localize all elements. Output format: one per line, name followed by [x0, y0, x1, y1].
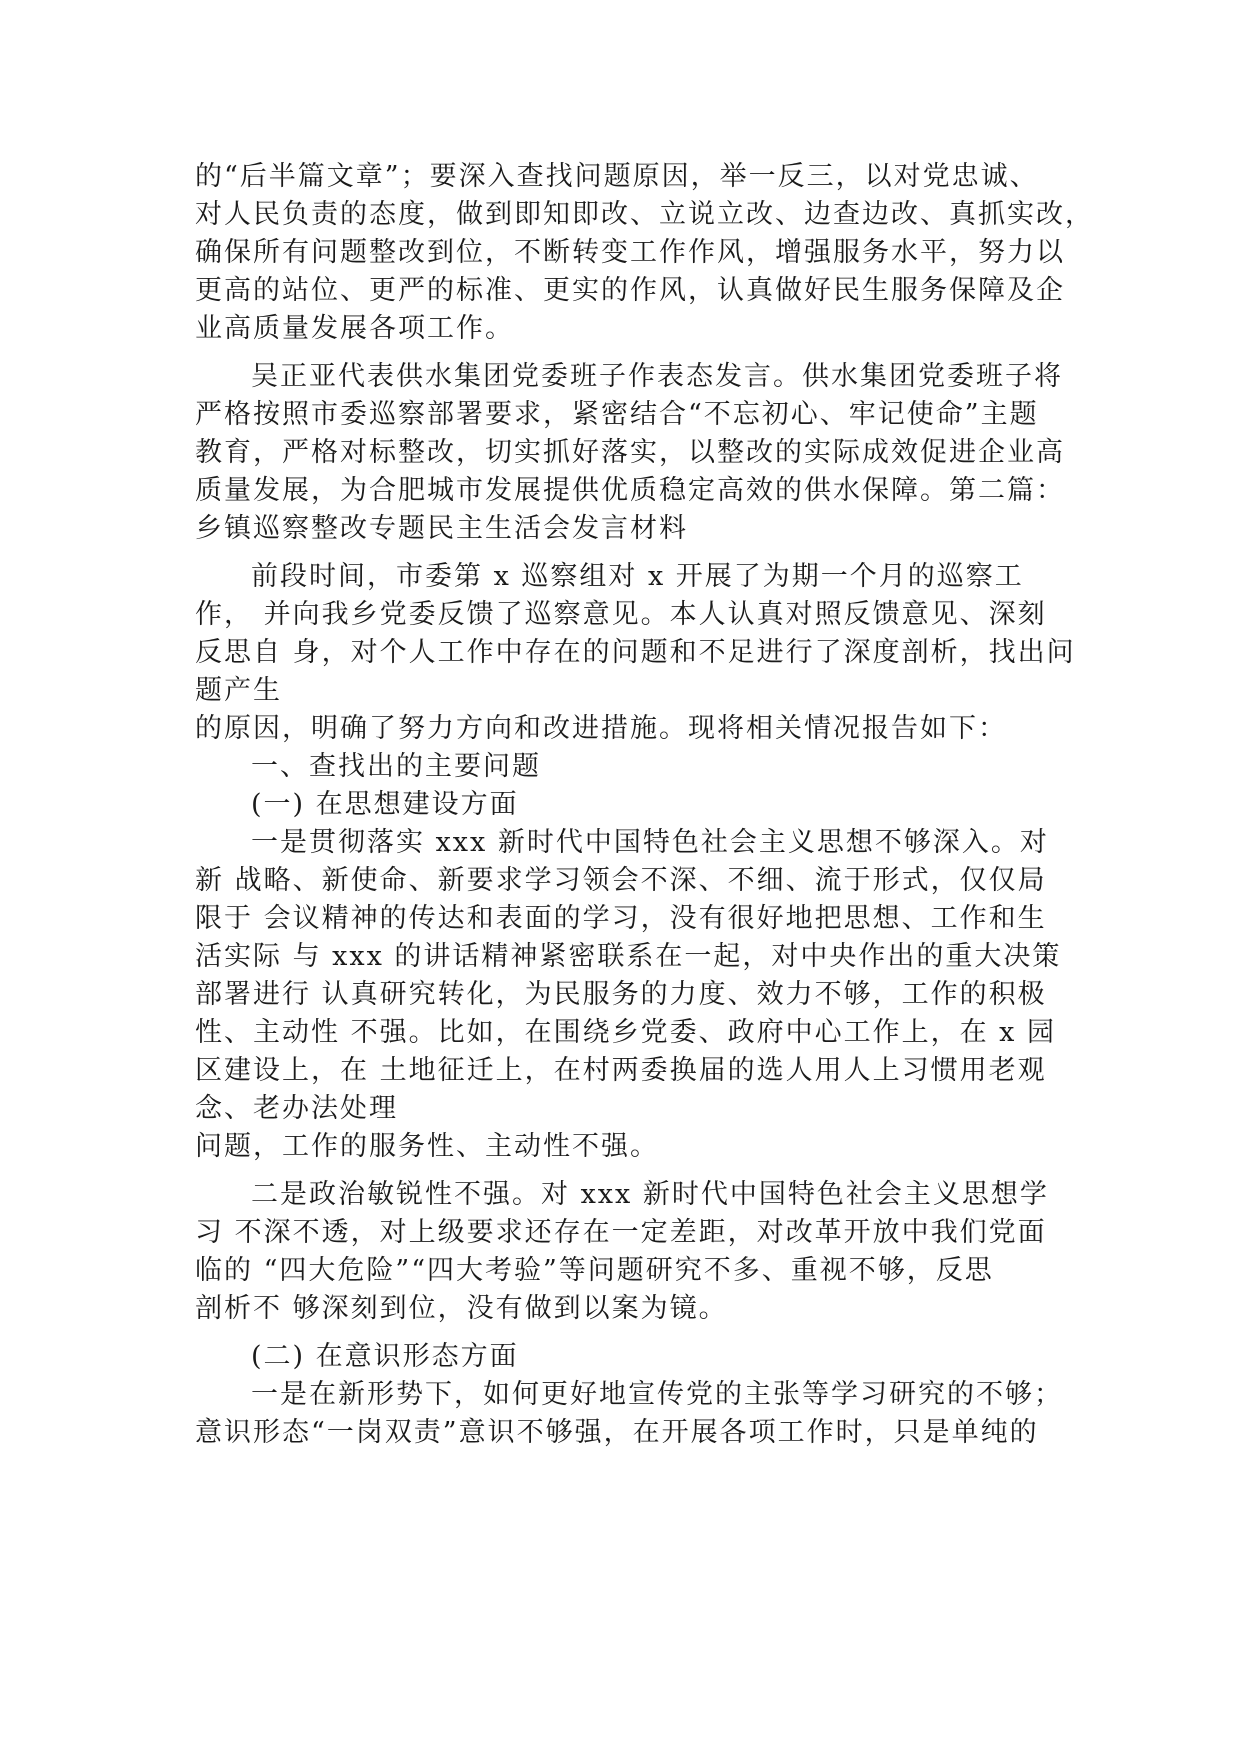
- text-line: 对人民负责的态度，做到即知即改、立说立改、边查边改、真抓实改，: [195, 199, 1094, 230]
- paragraph-statement: [195, 358, 1065, 548]
- text-line: 限于 会议精神的传达和表面的学习，没有很好地把思想、工作和生: [195, 903, 1047, 934]
- text-line: 质量发展，为合肥城市发展提供优质稳定高效的供水保障。第二篇：: [195, 475, 1065, 506]
- paragraph-ideological-form-one: [195, 1376, 1063, 1452]
- text-line: (一) 在思想建设方面: [251, 789, 519, 820]
- text-line: 新 战略、新使命、新要求学习领会不深、不细、流于形式，仅仅局: [195, 865, 1047, 896]
- paragraph-ideology-two: [195, 1176, 1055, 1328]
- text-line: 一、查找出的主要问题: [251, 751, 541, 782]
- text-line: 区建设上，在 土地征迁上，在村两委换届的选人用人上习惯用老观: [195, 1055, 1047, 1086]
- text-line: 作， 并向我乡党委反馈了巡察意见。本人认真对照反馈意见、深刻: [195, 599, 1047, 630]
- text-line: 的“后半篇文章”；要深入查找问题原因，举一反三，以对党忠诚、: [195, 161, 1039, 192]
- paragraph-continuation: [195, 158, 1094, 348]
- paragraph-gap: [195, 1166, 1055, 1176]
- paragraph-gap: [195, 348, 1055, 358]
- paragraph-gap: [195, 548, 1055, 558]
- text-line: 题产生: [195, 675, 282, 706]
- text-line: (二) 在意识形态方面: [251, 1341, 519, 1372]
- text-line: 前段时间，市委第 x 巡察组对 x 开展了为期一个月的巡察工: [251, 561, 1024, 592]
- document-body: [195, 158, 1094, 1452]
- text-line: 剖析不 够深刻到位，没有做到以案为镜。: [195, 1293, 728, 1324]
- text-line: 性、主动性 不强。比如，在围绕乡党委、政府中心工作上，在 x 园: [195, 1017, 1056, 1048]
- heading-main-problems: [195, 748, 1055, 786]
- text-line: 乡镇巡察整改专题民主生活会发言材料: [195, 513, 688, 544]
- text-line: 反思自 身，对个人工作中存在的问题和不足进行了深度剖析，找出问: [195, 637, 1076, 668]
- text-line: 确保所有问题整改到位，不断转变工作作风，增强服务水平，努力以: [195, 237, 1065, 268]
- text-line: 教育，严格对标整改，切实抓好落实，以整改的实际成效促进企业高: [195, 437, 1065, 468]
- text-line: 的原因，明确了努力方向和改进措施。现将相关情况报告如下：: [195, 713, 1007, 744]
- paragraph-intro: [195, 558, 1076, 748]
- paragraph-gap: [195, 1328, 1055, 1338]
- text-line: 意识形态“一岗双责”意识不够强，在开展各项工作时，只是单纯的: [195, 1417, 1039, 1448]
- text-line: 临的 “四大危险”“四大考验”等问题研究不多、重视不够，反思: [195, 1255, 994, 1286]
- paragraph-ideology-one: [195, 824, 1062, 1166]
- text-line: 习 不深不透，对上级要求还存在一定差距，对改革开放中我们党面: [195, 1217, 1047, 1248]
- heading-ideology-building: [195, 786, 1055, 824]
- text-line: 业高质量发展各项工作。: [195, 313, 514, 344]
- text-line: 严格按照市委巡察部署要求，紧密结合“不忘初心、牢记使命”主题: [195, 399, 1039, 430]
- text-line: 一是贯彻落实 xxx 新时代中国特色社会主义思想不够深入。对: [251, 827, 1049, 858]
- text-line: 吴正亚代表供水集团党委班子作表态发言。供水集团党委班子将: [251, 361, 1063, 392]
- text-line: 活实际 与 xxx 的讲话精神紧密联系在一起，对中央作出的重大决策: [195, 941, 1062, 972]
- text-line: 一是在新形势下，如何更好地宣传党的主张等学习研究的不够；: [251, 1379, 1063, 1410]
- text-line: 念、老办法处理: [195, 1093, 398, 1124]
- text-line: 问题，工作的服务性、主动性不强。: [195, 1131, 659, 1162]
- heading-ideological-form: [195, 1338, 1055, 1376]
- text-line: 更高的站位、更严的标准、更实的作风，认真做好民生服务保障及企: [195, 275, 1065, 306]
- text-line: 二是政治敏锐性不强。对 xxx 新时代中国特色社会主义思想学: [251, 1179, 1049, 1210]
- text-line: 部署进行 认真研究转化，为民服务的力度、效力不够，工作的积极: [195, 979, 1047, 1010]
